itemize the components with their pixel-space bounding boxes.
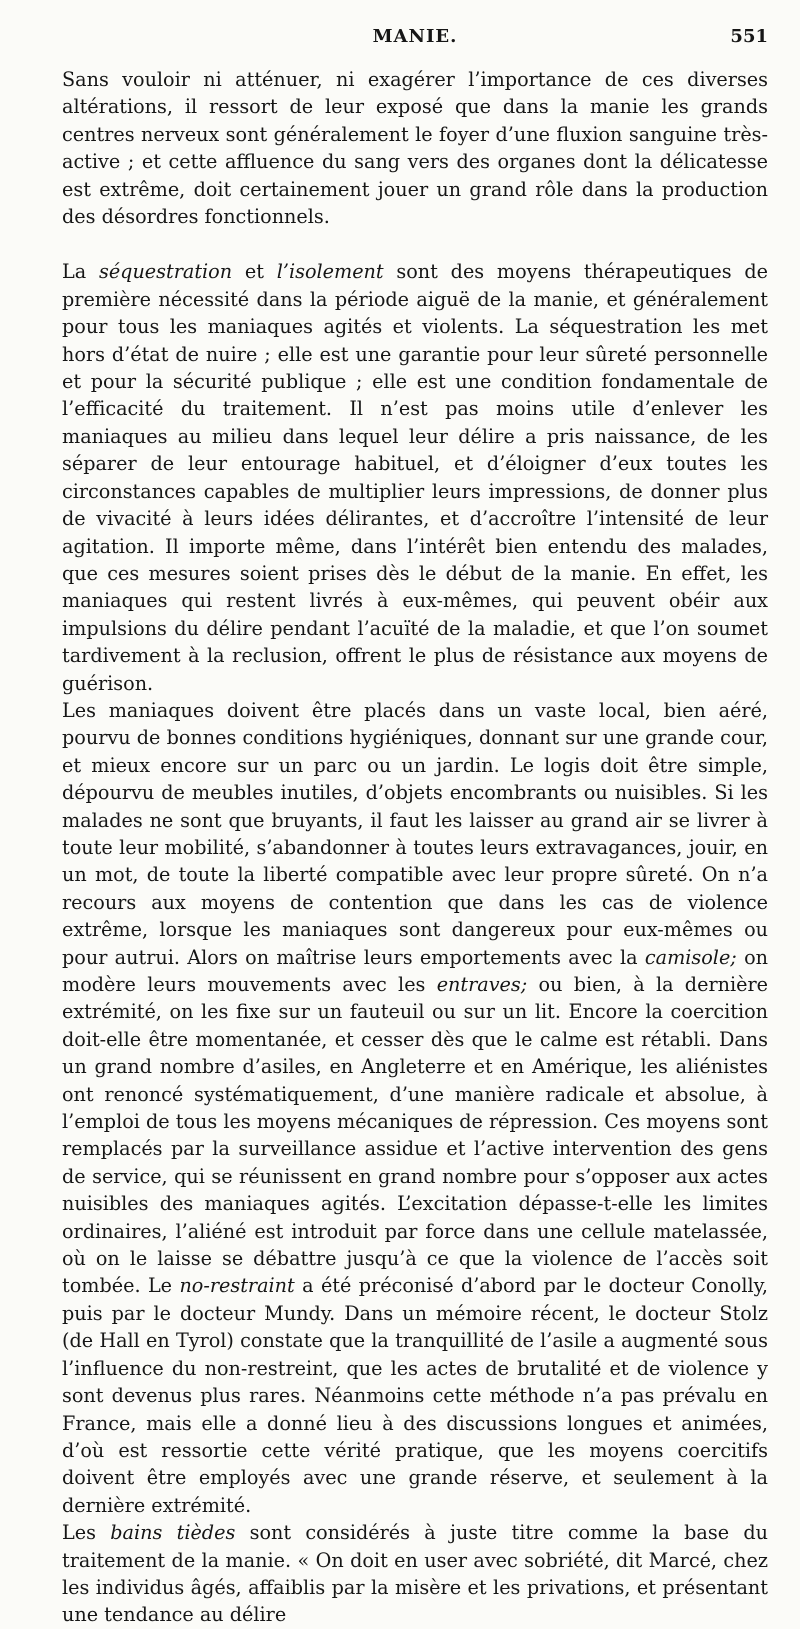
italic-term: bains tièdes [110,1521,236,1545]
text-run: ou bien, à la dernière extrémité, on les fixe sur un fauteuil ou sur un lit. Encore la coercition doit-elle être momentanée, et cesser dès que le calme est rétabli. Dans un grand nombre d’asiles, en Angleterre et en Amérique, les aliénistes ont renoncé systématiquement, d’une manière radicale et absolue, à l’emploi de tous les moyens mécaniques de répression. Ces moyens sont remplacés par la surveillance assidue et l’active intervention des gens de service, qui se réunissent en grand nombre pour s’opposer aux actes nuisibles des maniaques agités. L’excitation dépasse-t-elle les limites ordinaires, l’aliéné est introduit par force dans une cellule matelassée, où on le laisse se débattre jusqu’à ce que la violence de l’accès soit tombée. Le [62,973,768,1298]
text-run: et [232,260,277,284]
text-run: Les maniaques doivent être placés dans un vaste local, bien aéré, pourvu de bonnes conditions hygiéniques, donnant sur une grande cour, et mieux encore sur un parc ou un jardin. Le logis doit être simple, dépourvu de meubles inutiles, d’objets encombrants ou nuisibles. Si les malades ne sont que bruyants, il faut les laisser au grand air se livrer à toute leur mobilité, s’abandonner à toutes leurs extravagances, jouir, en un mot, de toute la liberté compatible avec leur propre sûreté. On n’a recours aux moyens de contention que dans les cas de violence extrême, lorsque les maniaques sont dangereux pour eux-mêmes ou pour autrui. Alors on maîtrise leurs emportements avec la [62,698,768,969]
running-title: MANIE. [372,26,458,47]
paragraph [62,1519,768,1629]
text-run: Les [62,1521,111,1545]
page-number: 551 [730,26,768,47]
paragraph-gap [62,230,768,258]
italic-term: camisole; [644,945,737,969]
running-head [62,26,768,58]
text-run: La [62,260,99,284]
italic-term: l’isolement [276,260,384,284]
text-run: a été préconisé d’abord par le docteur Conolly, puis par le docteur Mundy. Dans un mémoire récent, le docteur Stolz (de Hall en Tyrol) constate que la tranquillité de l’asile a augmenté sous l’influence du non-restreint, que les actes de brutalité et de violence y sont devenus plus rares. Néanmoins cette méthode n’a pas prévalu en France, mais elle a donné lieu à des discussions longues et animées, d’où est ressortie cette vérité pratique, que les moyens coercitifs doivent être employés avec une grande réserve, et seulement à la dernière extrémité. [62,1274,768,1517]
text-run: sont considérés à juste titre comme la base du traitement de la manie. « On doit en user avec sobriété, dit Marcé, chez les individus âgés, affaiblis par la misère et les privations, et présentant une tendance au délire [62,1521,768,1627]
body-text [62,66,768,1629]
italic-term: entraves; [436,973,528,996]
italic-term: no-restraint [179,1274,295,1298]
italic-term: séquestration [98,260,233,284]
paragraph [62,697,768,1519]
text-run: Sans vouloir ni atténuer, ni exagérer l’importance de ces diverses altérations, il ressort de leur exposé que dans la manie les grands centres nerveux sont généralement le foyer d’une fluxion sanguine très-active ; et cette affluence du sang vers des organes dont la délicatesse est extrême, doit certainement jouer un grand rôle dans la production des désordres fonctionnels. [62,68,768,229]
paragraph [62,66,768,230]
text-run: sont des moyens thérapeutiques de première nécessité dans la période aiguë de la manie, et généralement pour tous les maniaques agités et violents. La séquestration les met hors d’état de nuire ; elle est une garantie pour leur sûreté personnelle et pour la sécurité publique ; elle est une condition fondamentale de l’efficacité du traitement. Il n’est pas moins utile d’enlever les maniaques au milieu dans lequel leur délire a pris naissance, de les séparer de leur entourage habituel, et d’éloigner d’eux toutes les circonstances capables de multiplier leurs impressions, de donner plus de vivacité à leurs idées délirantes, et d’accroître l’intensité de leur agitation. Il importe même, dans l’intérêt bien entendu des malades, que ces mesures soient prises dès le début de la manie. En effet, les maniaques qui restent livrés à eux-mêmes, qui peuvent obéir aux impulsions du délire pendant l’acuïté de la maladie, et que l’on soumet tardivement à la reclusion, offrent le plus de résistance aux moyens de guérison. [62,260,769,695]
text-run: on modère leurs mouvements avec les [62,945,768,996]
paragraph [62,258,768,697]
